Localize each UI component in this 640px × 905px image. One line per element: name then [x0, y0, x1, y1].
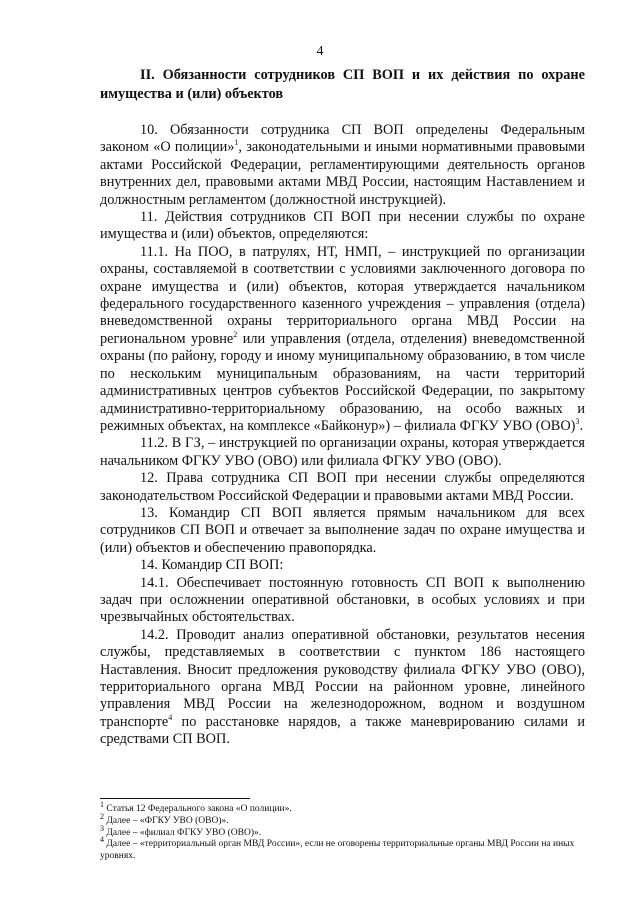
paragraph-14-2: 14.2. Проводит анализ оперативной обстановки, результатов несения службы, представляемых в соответствии с пунктом 186 настоящего Наставления. Вносит предложения руководству филиала ФГКУ УВО (ОВО), территориального органа МВД России на районном уровне, линейного управления МВД России на железнодорожном, водном и воздушном транспорте$^4$ по расстановке нарядов, а также маневрированию силами и средствами СП ВОП. — [100, 626, 585, 748]
footnote-ref-4: 4 — [168, 713, 173, 723]
footnote-divider — [100, 798, 250, 799]
footnote-ref-1: 1 — [234, 138, 239, 148]
paragraph-14-1: 14.1. Обеспечивает постоянную готовность СП ВОП к выполнению задач при осложнении оперативной обстановки, в особых условиях и при чрезвычайных обстоятельствах. — [100, 574, 585, 626]
paragraph-10: 10. Обязанности сотрудника СП ВОП определены Федеральным законом «О полиции»$^1$, законодательными и иными нормативными правовыми актами Российской Федерации, регламентирующими деятельность органов внутренних дел, правовыми актами МВД России, настоящим Наставлением и должностным регламентом (должностной инструкцией). — [100, 122, 585, 208]
section-title: II. Обязанности сотрудников СП ВОП и их действия по охране имущества и (или) объектов — [100, 67, 585, 102]
paragraph-11: 11. Действия сотрудников СП ВОП при несении службы по охране имущества и (или) объектов, определяются: — [100, 209, 585, 243]
footnote-1: $^1$ Статья 12 Федерального закона «О полиции». — [100, 799, 292, 814]
footnote-4: $^4$ Далее – «территориальный орган МВД России», если не оговорены территориальные органы МВД России на иных уровнях. — [100, 835, 575, 862]
footnote-2: $^2$ Далее – «ФГКУ УВО (ОВО)». — [100, 811, 229, 826]
paragraph-11-2: 11.2. В ГЗ, – инструкцией по организации охраны, которая утверждается начальником ФГКУ УВО (ОВО) или филиала ФГКУ УВО (ОВО). — [100, 435, 585, 469]
page-number: 4 — [316, 44, 324, 59]
paragraph-13: 13. Командир СП ВОП является прямым начальником для всех сотрудников СП ВОП и отвечает за выполнение задач по охране имущества и (или) объектов и обеспечению правопорядка. — [100, 504, 585, 556]
footnotes — [100, 799, 585, 863]
footnote-3: $^3$ Далее – «филиал ФГКУ УВО (ОВО)». — [100, 823, 262, 838]
paragraph-14: 14. Командир СП ВОП: — [140, 557, 284, 574]
footnote-ref-3: 3 — [575, 417, 580, 427]
paragraph-11-1: 11.1. На ПОО, в патрулях, НТ, НМП, – инструкцией по организации охраны, составляемой в соответствии с условиями заключенного договора по охране имущества и (или) объектов, которая утверждается начальником федерального государственного казенного учреждения – управления (отдела) вневедомственной охраны территориального органа МВД России на региональном уровне$^2$ или управления (отдела, отделения) вневедомственной охраны (по району, городу и иному муниципальному образованию, в том числе по нескольким муниципальным образованиям, на части территорий административных центров субъектов Российской Федерации, по закрытому административно-территориальному образованию, на особо важных и режимных объектах, на комплексе «Байконур») – филиала ФГКУ УВО (ОВО)$^3$. — [100, 243, 585, 434]
paragraph-12: 12. Права сотрудника СП ВОП при несении службы определяются законодательством Российской Федерации и правовыми актами МВД России. — [100, 470, 585, 504]
footnote-ref-2: 2 — [233, 330, 238, 340]
document-body — [100, 66, 585, 749]
